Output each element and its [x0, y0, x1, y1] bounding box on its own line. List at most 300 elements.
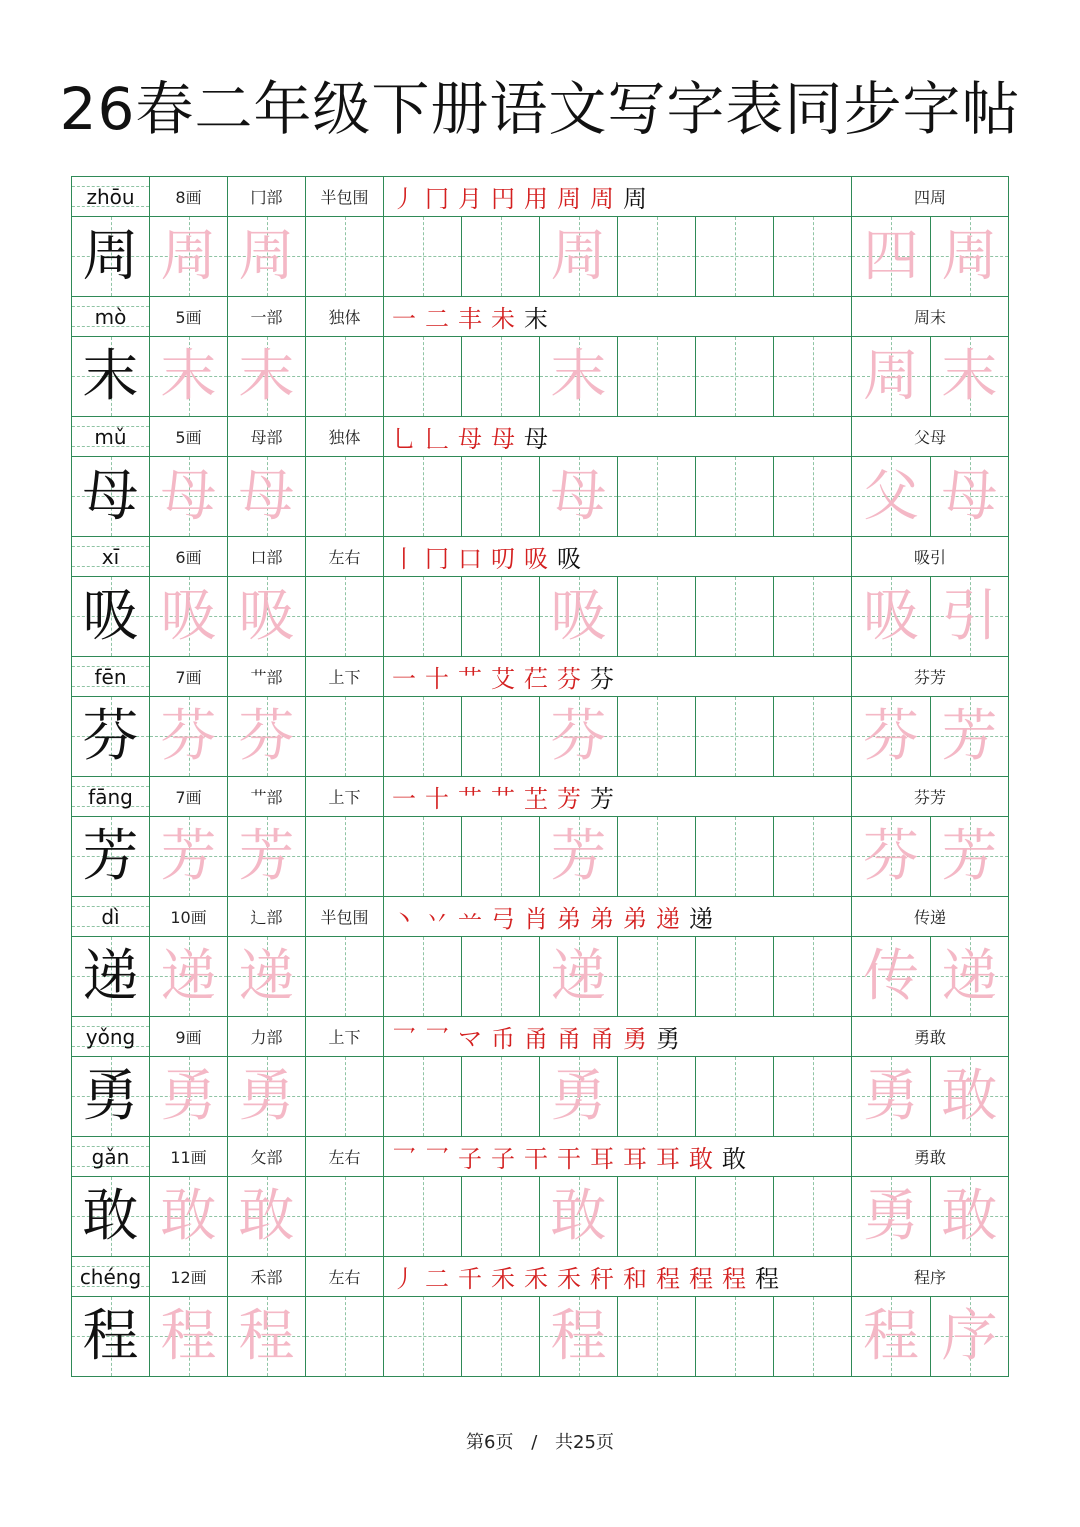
radical — [227, 656, 306, 697]
trace-char: 芳 — [550, 823, 607, 889]
structure — [305, 416, 384, 457]
trace-char: 四 — [863, 223, 919, 289]
model-char: 母 — [82, 463, 139, 529]
stroke-order — [383, 416, 852, 457]
structure — [305, 1256, 384, 1297]
structure — [305, 536, 384, 577]
trace-char: 勇 — [863, 1063, 919, 1129]
stroke-count-text: 7画 — [175, 788, 202, 807]
stroke-count-text: 5画 — [175, 428, 202, 447]
trace-char-box — [539, 1296, 618, 1377]
model-char: 周 — [82, 223, 139, 289]
word-trace-box — [851, 696, 931, 777]
stroke-step: 乛 — [425, 1145, 449, 1173]
practice-box — [773, 456, 852, 537]
info-row — [72, 657, 1009, 697]
practice-box — [773, 576, 852, 657]
word-label-cell — [851, 416, 1009, 457]
radical-text: 口部 — [250, 548, 283, 567]
stroke-step: 程 — [722, 1265, 746, 1293]
stroke-step: 禾 — [524, 1265, 548, 1293]
writing-grid-row — [72, 577, 1009, 657]
stroke-step: 干 — [557, 1145, 581, 1173]
trace-char-box — [149, 456, 228, 537]
radical — [227, 296, 306, 337]
trace-char: 母 — [160, 463, 217, 529]
word-label: 四周 — [913, 188, 946, 207]
stroke-order — [383, 176, 852, 217]
practice-box — [695, 456, 774, 537]
word-label-cell — [851, 296, 1009, 337]
stroke-step: 干 — [524, 1145, 548, 1173]
word-label-cell — [851, 776, 1009, 817]
page-separator: / — [531, 1432, 538, 1453]
stroke-step: 和 — [623, 1265, 647, 1293]
stroke-step: 吸 — [524, 545, 548, 573]
practice-box — [305, 1056, 384, 1137]
radical-text: 辶部 — [250, 908, 283, 927]
trace-char-box — [149, 1176, 228, 1257]
trace-char: 勇 — [550, 1063, 607, 1129]
radical-text: 母部 — [250, 428, 283, 447]
stroke-step: 吸 — [557, 545, 581, 573]
stroke-step: 芳 — [590, 785, 614, 813]
practice-box — [617, 1296, 696, 1377]
model-char-box — [71, 216, 150, 297]
radical — [227, 896, 306, 937]
model-char-box — [71, 1296, 150, 1377]
practice-box — [305, 936, 384, 1017]
stroke-step: 耳 — [623, 1145, 647, 1173]
practice-box — [695, 336, 774, 417]
word-trace-box — [851, 216, 931, 297]
stroke-step: 末 — [524, 305, 548, 333]
structure-text: 独体 — [328, 308, 361, 327]
model-char-box — [71, 696, 150, 777]
practice-box — [461, 336, 540, 417]
stroke-order — [383, 1256, 852, 1297]
structure-text: 左右 — [328, 548, 361, 567]
pinyin-cell — [71, 656, 150, 697]
stroke-step: 千 — [458, 1265, 482, 1293]
stroke-step: 叨 — [491, 545, 515, 573]
model-char-box — [71, 936, 150, 1017]
radical — [227, 536, 306, 577]
word-trace-box — [851, 936, 931, 1017]
stroke-count-text: 12画 — [170, 1268, 207, 1287]
structure-text: 半包围 — [320, 908, 369, 927]
word-trace-box — [851, 1296, 931, 1377]
word-trace-box — [851, 456, 931, 537]
trace-char-box — [227, 1176, 306, 1257]
char-entry — [72, 537, 1009, 657]
word-label-cell — [851, 176, 1009, 217]
word-label: 芬芳 — [913, 788, 946, 807]
practice-box — [617, 456, 696, 537]
info-row — [72, 1257, 1009, 1297]
model-char-box — [71, 456, 150, 537]
structure-text: 半包围 — [320, 188, 369, 207]
model-char: 递 — [82, 943, 139, 1009]
structure-text: 上下 — [328, 788, 361, 807]
word-label-cell — [851, 656, 1009, 697]
practice-box — [383, 336, 462, 417]
word-trace-box — [851, 1056, 931, 1137]
trace-char-box — [227, 696, 306, 777]
practice-sheet — [72, 177, 1009, 1377]
writing-grid-row — [72, 217, 1009, 297]
stroke-step: 芬 — [557, 665, 581, 693]
stroke-step: 艾 — [491, 665, 515, 693]
trace-char: 周 — [550, 223, 607, 289]
radical-text: 攵部 — [250, 1148, 283, 1167]
model-char: 末 — [82, 343, 139, 409]
practice-box — [383, 936, 462, 1017]
practice-box — [773, 1296, 852, 1377]
word-trace-box — [930, 1296, 1009, 1377]
word-label-cell — [851, 1256, 1009, 1297]
trace-char: 芳 — [160, 823, 217, 889]
trace-char-box — [539, 936, 618, 1017]
stroke-step: 丿 — [392, 185, 416, 213]
trace-char: 敢 — [238, 1183, 295, 1249]
stroke-step: 丷 — [425, 905, 449, 933]
trace-char: 母 — [238, 463, 295, 529]
practice-box — [305, 216, 384, 297]
word-trace-box — [930, 696, 1009, 777]
trace-char: 敢 — [160, 1183, 217, 1249]
stroke-step: 乛 — [425, 1025, 449, 1053]
trace-char: 勇 — [863, 1183, 919, 1249]
trace-char: 末 — [550, 343, 607, 409]
trace-char: 周 — [238, 223, 295, 289]
stroke-order — [383, 296, 852, 337]
stroke-step: 口 — [458, 545, 482, 573]
structure — [305, 656, 384, 697]
practice-box — [383, 576, 462, 657]
char-entry — [72, 417, 1009, 537]
stroke-step: 䒑 — [458, 905, 482, 933]
trace-char: 引 — [941, 583, 998, 649]
trace-char: 周 — [160, 223, 217, 289]
stroke-step: 乛 — [392, 1145, 416, 1173]
stroke-count-text: 6画 — [175, 548, 202, 567]
stroke-count — [149, 1256, 228, 1297]
writing-grid-row — [72, 1297, 1009, 1377]
stroke-count — [149, 896, 228, 937]
trace-char: 芬 — [550, 703, 607, 769]
stroke-step: 敢 — [689, 1145, 713, 1173]
practice-box — [461, 816, 540, 897]
stroke-step: 芳 — [557, 785, 581, 813]
radical — [227, 1016, 306, 1057]
total-pages: 共25页 — [555, 1432, 614, 1453]
practice-box — [305, 336, 384, 417]
stroke-step: 禾 — [557, 1265, 581, 1293]
trace-char-box — [539, 576, 618, 657]
practice-box — [617, 1056, 696, 1137]
stroke-step: 币 — [491, 1025, 515, 1053]
stroke-count-text: 11画 — [170, 1148, 207, 1167]
stroke-step: 子 — [491, 1145, 515, 1173]
stroke-count — [149, 176, 228, 217]
pinyin-cell — [71, 896, 150, 937]
trace-char: 芬 — [863, 703, 919, 769]
pinyin: gǎn — [91, 1144, 130, 1169]
trace-char-box — [539, 336, 618, 417]
radical-text: 艹部 — [250, 788, 283, 807]
stroke-order — [383, 776, 852, 817]
trace-char: 勇 — [160, 1063, 217, 1129]
practice-box — [617, 216, 696, 297]
stroke-count — [149, 1136, 228, 1177]
structure-text: 左右 — [328, 1148, 361, 1167]
stroke-step: 勇 — [656, 1025, 680, 1053]
trace-char: 芬 — [238, 703, 295, 769]
stroke-count-text: 7画 — [175, 668, 202, 687]
practice-box — [773, 1056, 852, 1137]
radical-text: 一部 — [250, 308, 283, 327]
info-row — [72, 1137, 1009, 1177]
stroke-step: 程 — [656, 1265, 680, 1293]
stroke-step: 程 — [689, 1265, 713, 1293]
practice-box — [305, 1176, 384, 1257]
word-label: 勇敢 — [913, 1148, 946, 1167]
trace-char: 吸 — [863, 583, 919, 649]
stroke-step: 递 — [656, 905, 680, 933]
char-entry — [72, 897, 1009, 1017]
stroke-step: 递 — [689, 905, 713, 933]
trace-char: 芬 — [863, 823, 919, 889]
info-row — [72, 537, 1009, 577]
stroke-step: 𠃊 — [425, 425, 449, 453]
trace-char: 敢 — [941, 1183, 998, 1249]
stroke-step: 母 — [458, 425, 482, 453]
stroke-step: 芢 — [524, 665, 548, 693]
practice-box — [461, 456, 540, 537]
model-char: 吸 — [82, 583, 139, 649]
practice-box — [305, 576, 384, 657]
trace-char-box — [149, 1296, 228, 1377]
practice-box — [461, 1176, 540, 1257]
structure-text: 上下 — [328, 1028, 361, 1047]
trace-char-box — [149, 576, 228, 657]
model-char-box — [71, 1176, 150, 1257]
stroke-step: 一 — [392, 785, 416, 813]
stroke-step: 周 — [557, 185, 581, 213]
pinyin: fēn — [94, 664, 127, 689]
practice-box — [461, 1296, 540, 1377]
pinyin: mǔ — [94, 424, 127, 449]
pinyin: chéng — [79, 1264, 142, 1289]
trace-char-box — [227, 456, 306, 537]
word-trace-box — [930, 1056, 1009, 1137]
word-trace-box — [851, 816, 931, 897]
radical — [227, 1256, 306, 1297]
stroke-step: 丶 — [392, 905, 416, 933]
stroke-count — [149, 656, 228, 697]
stroke-step: 月 — [458, 185, 482, 213]
word-label-cell — [851, 1016, 1009, 1057]
stroke-step: 乚 — [392, 425, 416, 453]
stroke-step: 耳 — [590, 1145, 614, 1173]
stroke-step: 艹 — [458, 785, 482, 813]
stroke-step: 周 — [590, 185, 614, 213]
pinyin: xī — [101, 544, 120, 569]
stroke-step: 艹 — [491, 785, 515, 813]
stroke-step: 肖 — [524, 905, 548, 933]
practice-box — [695, 216, 774, 297]
practice-box — [617, 576, 696, 657]
pinyin: dì — [101, 904, 120, 929]
trace-char: 递 — [160, 943, 217, 1009]
practice-box — [773, 696, 852, 777]
word-trace-box — [930, 936, 1009, 1017]
char-entry — [72, 1017, 1009, 1137]
model-char: 芬 — [82, 703, 139, 769]
structure — [305, 296, 384, 337]
pinyin-cell — [71, 1016, 150, 1057]
stroke-step: 二 — [425, 305, 449, 333]
trace-char: 芳 — [941, 703, 998, 769]
stroke-step: 芏 — [524, 785, 548, 813]
trace-char-box — [149, 816, 228, 897]
stroke-step: 冂 — [425, 545, 449, 573]
structure-text: 左右 — [328, 1268, 361, 1287]
stroke-step: 耳 — [656, 1145, 680, 1173]
word-trace-box — [930, 216, 1009, 297]
trace-char-box — [227, 216, 306, 297]
trace-char: 吸 — [238, 583, 295, 649]
practice-box — [305, 1296, 384, 1377]
trace-char-box — [149, 216, 228, 297]
stroke-step: 弓 — [491, 905, 515, 933]
practice-box — [617, 816, 696, 897]
trace-char-box — [149, 1056, 228, 1137]
stroke-order — [383, 1016, 852, 1057]
word-label: 吸引 — [913, 548, 946, 567]
practice-box — [695, 1176, 774, 1257]
word-trace-box — [930, 336, 1009, 417]
trace-char: 递 — [941, 943, 998, 1009]
word-trace-box — [930, 576, 1009, 657]
model-char-box — [71, 576, 150, 657]
practice-box — [773, 216, 852, 297]
stroke-step: 未 — [491, 305, 515, 333]
trace-char: 程 — [550, 1303, 607, 1369]
stroke-step: 秆 — [590, 1265, 614, 1293]
practice-box — [461, 696, 540, 777]
info-row — [72, 1017, 1009, 1057]
stroke-step: 禾 — [491, 1265, 515, 1293]
practice-box — [461, 936, 540, 1017]
writing-grid-row — [72, 1057, 1009, 1137]
trace-char: 母 — [550, 463, 607, 529]
stroke-step: 艹 — [458, 665, 482, 693]
pinyin-cell — [71, 776, 150, 817]
trace-char-box — [227, 816, 306, 897]
stroke-step: 一 — [392, 305, 416, 333]
trace-char-box — [227, 1056, 306, 1137]
practice-box — [695, 1296, 774, 1377]
stroke-step: 丿 — [392, 1265, 416, 1293]
trace-char: 芳 — [941, 823, 998, 889]
word-label: 芬芳 — [913, 668, 946, 687]
info-row — [72, 177, 1009, 217]
trace-char: 吸 — [160, 583, 217, 649]
structure — [305, 176, 384, 217]
pinyin-cell — [71, 176, 150, 217]
trace-char: 芬 — [160, 703, 217, 769]
practice-box — [383, 216, 462, 297]
trace-char: 程 — [238, 1303, 295, 1369]
char-entry — [72, 1257, 1009, 1377]
practice-box — [461, 1056, 540, 1137]
model-char: 勇 — [82, 1063, 139, 1129]
practice-box — [617, 696, 696, 777]
trace-char: 程 — [863, 1303, 919, 1369]
stroke-step: 丰 — [458, 305, 482, 333]
pinyin-cell — [71, 296, 150, 337]
word-label: 传递 — [913, 908, 946, 927]
trace-char: 序 — [941, 1303, 998, 1369]
radical-text: 冂部 — [250, 188, 283, 207]
practice-box — [695, 936, 774, 1017]
char-entry — [72, 177, 1009, 297]
info-row — [72, 417, 1009, 457]
practice-box — [695, 576, 774, 657]
word-label: 程序 — [913, 1268, 946, 1287]
trace-char-box — [227, 576, 306, 657]
page-footer — [0, 1428, 1080, 1454]
trace-char: 递 — [550, 943, 607, 1009]
writing-grid-row — [72, 697, 1009, 777]
radical — [227, 1136, 306, 1177]
trace-char-box — [227, 936, 306, 1017]
stroke-step: 二 — [425, 1265, 449, 1293]
practice-box — [773, 816, 852, 897]
radical-text: 禾部 — [250, 1268, 283, 1287]
stroke-step: 冂 — [425, 185, 449, 213]
trace-char-box — [539, 1176, 618, 1257]
model-char: 敢 — [82, 1183, 139, 1249]
radical-text: 艹部 — [250, 668, 283, 687]
stroke-count — [149, 776, 228, 817]
char-entry — [72, 297, 1009, 417]
word-label-cell — [851, 896, 1009, 937]
trace-char: 敢 — [941, 1063, 998, 1129]
practice-box — [305, 696, 384, 777]
practice-box — [695, 1056, 774, 1137]
stroke-step: 子 — [458, 1145, 482, 1173]
structure — [305, 1136, 384, 1177]
radical — [227, 416, 306, 457]
pinyin: zhōu — [86, 184, 135, 209]
stroke-count — [149, 1016, 228, 1057]
pinyin-cell — [71, 536, 150, 577]
structure-text: 上下 — [328, 668, 361, 687]
stroke-step: 敢 — [722, 1145, 746, 1173]
practice-box — [461, 576, 540, 657]
stroke-order — [383, 536, 852, 577]
writing-grid-row — [72, 337, 1009, 417]
stroke-step: 一 — [392, 665, 416, 693]
practice-box — [695, 696, 774, 777]
stroke-count — [149, 296, 228, 337]
radical — [227, 776, 306, 817]
practice-box — [383, 1176, 462, 1257]
stroke-order — [383, 1136, 852, 1177]
